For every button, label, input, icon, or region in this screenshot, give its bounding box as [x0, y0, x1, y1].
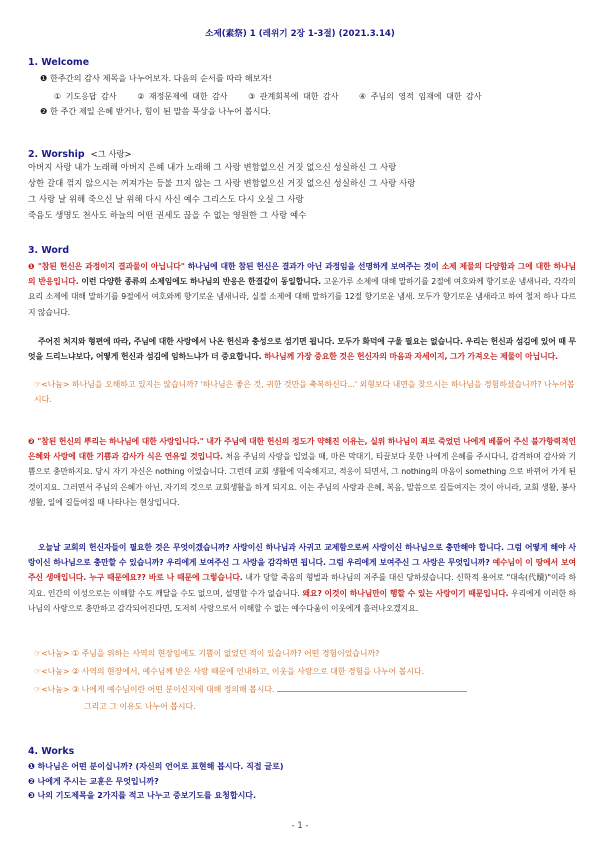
welcome-option: ① 기도응답 감사: [54, 92, 117, 101]
lyric-line: 그 사랑 날 위해 죽으신 날 위해 다시 사신 예수 그리스도 다시 오실 그 사랑: [28, 194, 304, 204]
word-paragraph-1: ❶ "참된 헌신은 과정이지 결과물이 아닙니다" 하나님에 대한 참된 헌신은 결과가 아닌 과정임을 선명하게 보여주는 것이 소제 제물의 다양함과 그에 대한 하나님의 반응입니다. 이런 다양한 종류의 소제임에도 하나님의 반응은 한결같이 동일합니다. 고운가루 소제에 대해 말하기를 2절에 여호와께 향기로운 냄새니라, 각각의 요리 소제에 대해 말하기를 9절에서 여호와께 향기로운 냄새니라, 실절 소제에 대해 말하기를 12절 향기로운 냄새. 모두가 향기로운 냄새라고 하여 철저 하나 다르지 않습니다.: [28, 262, 577, 317]
welcome-options: [54, 91, 584, 102]
welcome-line-1: ❶ 한주간의 감사 제목을 나누어보자. 다음의 순서를 따라 해보자!: [40, 73, 272, 83]
page-title: 소제(素祭) 1 (레위기 2장 1-3절) (2021.3.14): [205, 29, 395, 39]
worship-heading: [28, 148, 132, 160]
sharing-question: ☞<나눔> ① 주님을 위하는 사역의 현장임에도 기쁨이 없었던 적이 있습니까? 어떤 경험이었습니까?: [34, 649, 380, 658]
sharing-question-cont: 그리고 그 이유도 나누어 봅시다.: [84, 702, 196, 711]
sharing-question: ☞<나눔> ③ 나에게 예수님이란 어떤 분이신지에 대해 정의해 봅시다.: [34, 682, 580, 697]
word-paragraph-2b: 오늘날 교회의 헌신자들이 필요한 것은 무엇이겠습니까? 사랑이신 하나님과 사귀고 교제함으로써 사랑이신 하나님으로 충만해야 합니다. 그럼 어떻게 해야 사랑이신 하나님으로 충만할 수 있습니까? 우리에게 보여주신 그 사랑을 감각하면 됩니다. 그럼 우리에게 보여주신 그 사랑은 무엇입니까? 예수님이 이 땅에서 보여주신 생애입니다. 누구 때문에요?? 바로 나 때문에 그렇습니다. 내가 당할 죽음의 형벌과 하나님의 저주를 대신 당하셨습니다. 신학적 용어로 "대속(代贖)"이라 하지요. 인간의 이성으로는 이해할 수도 깨달을 수도 없으며, 설명할 수가 없습니다. 왜요? 이것이 하나님만이 행할 수 있는 사랑이기 때문입니다. 우리에게 이러한 하나님의 사랑으로 충만하고 감각되어진다면, 도저히 사랑으로서 이해할 수 없는 예수다움이 이웃에게 흘러나오겠지요.: [28, 543, 577, 613]
page-number: - 1 -: [291, 820, 309, 830]
word-heading: 3. Word: [28, 245, 70, 256]
works-item: ❷ 나에게 주시는 교훈은 무엇입니까?: [28, 776, 159, 786]
works-item: ❶ 하나님은 어떤 분이십니까? (자신의 언어로 표현해 봅시다. 직접 글로): [28, 762, 284, 771]
answer-blank: [277, 682, 467, 692]
welcome-heading: 1. Welcome: [28, 57, 90, 68]
welcome-option: ④ 주님의 영적 임재에 대한 감사: [359, 92, 482, 101]
point-title: ❷ "참된 헌신의 뿌리는 하나님에 대한 사랑입니다.": [28, 437, 204, 446]
word-paragraph-2: ❷ "참된 헌신의 뿌리는 하나님에 대한 사랑입니다." 내가 주님에 대한 헌신의 정도가 약해진 이유는, 실위 하나님이 죄로 죽었던 나에게 베풀어 주신 불가항력적인 은혜와 사랑에 대한 기쁨과 감사가 식은 연유일 것입니다. 처음 주님의 사랑을 입었을 때, 마른 막대기, 티끌보다 못한 나에게 은혜를 주시다니, 감격하며 감사와 기쁨으로 충만하지요. 당시 자기 자신은 nothing 이었습니다. 그런데 교회 생활에 익숙해지고, 적응이 되면서, 그 nothing의 마음이 something 으로 바뀌어 가게 된 것이지요. 그러면서 주님의 은혜가 아닌, 자기의 것으로 교회생활을 하게 되지요. 이는 주님의 사랑과 은혜, 복음, 말씀으로 길들여지는 것이 아니라, 교회 생활, 봉사생활, 일에 길들여질 때 나타나는 현상입니다.: [28, 437, 576, 507]
worship-heading-text: 2. Worship: [28, 149, 85, 160]
sharing-question: ☞<나눔> 하나님을 오해하고 있지는 않습니까? '하나님은 좋은 것, 귀한 것만을 축복하신다...' 외형보다 내면을 찾으시는 하나님을 경험하셨습니까? 나누어봅시다.: [34, 380, 575, 404]
works-list: [28, 760, 284, 804]
welcome-option: ② 재정문제에 대한 감사: [137, 92, 228, 101]
sharing-question: ☞<나눔> ② 사역의 현장에서, 예수님께 받은 사랑 때문에 인내하고, 이웃을 사랑으로 대한 경험을 나누어 봅시다.: [34, 667, 425, 676]
works-item: ❸ 나의 기도제목을 2가지를 적고 나누고 중보기도를 요청합시다.: [28, 791, 257, 800]
lyric-line: 죽음도 생명도 천사도 하늘의 어떤 권세도 끊을 수 없는 영원한 그 사랑 예수: [28, 210, 307, 220]
point-title: ❶ "참된 헌신은 과정이지 결과물이 아닙니다": [28, 262, 185, 271]
song-title: <그 사랑>: [90, 149, 132, 159]
works-heading: 4. Works: [28, 746, 75, 757]
lyric-line: 아버지 사랑 내가 노래해 아버지 은혜 내가 노래해 그 사랑 변함없으신 거짓 없으신 성실하신 그 사랑: [28, 162, 397, 172]
welcome-option: ③ 관계회복에 대한 감사: [248, 92, 339, 101]
welcome-line-2: ❷ 한 주간 제일 은혜 받거나, 힘이 된 말씀 묵상을 나누어 봅시다.: [40, 106, 271, 116]
word-paragraph-1b: 주어진 처지와 형편에 따라, 주님에 대한 사랑에서 나온 헌신과 충성으로 섬기면 됩니다. 모두가 화덕에 구울 필요는 없습니다. 우리는 헌신과 섬김에 있어 때 무엇을 드리느냐보다, 어떻게 헌신과 섬김에 임하느냐가 더 중요합니다. 하나님께 가장 중요한 것은 헌신자의 마음과 자세이지, 그가 가져오는 제물이 아닙니다.: [28, 337, 576, 362]
lyric-line: 상한 갈대 꺾지 않으시는 꺼져가는 등불 끄지 않는 그 사랑 변함없으신 거짓 없으신 성실하신 그 사랑 사랑: [28, 178, 416, 188]
